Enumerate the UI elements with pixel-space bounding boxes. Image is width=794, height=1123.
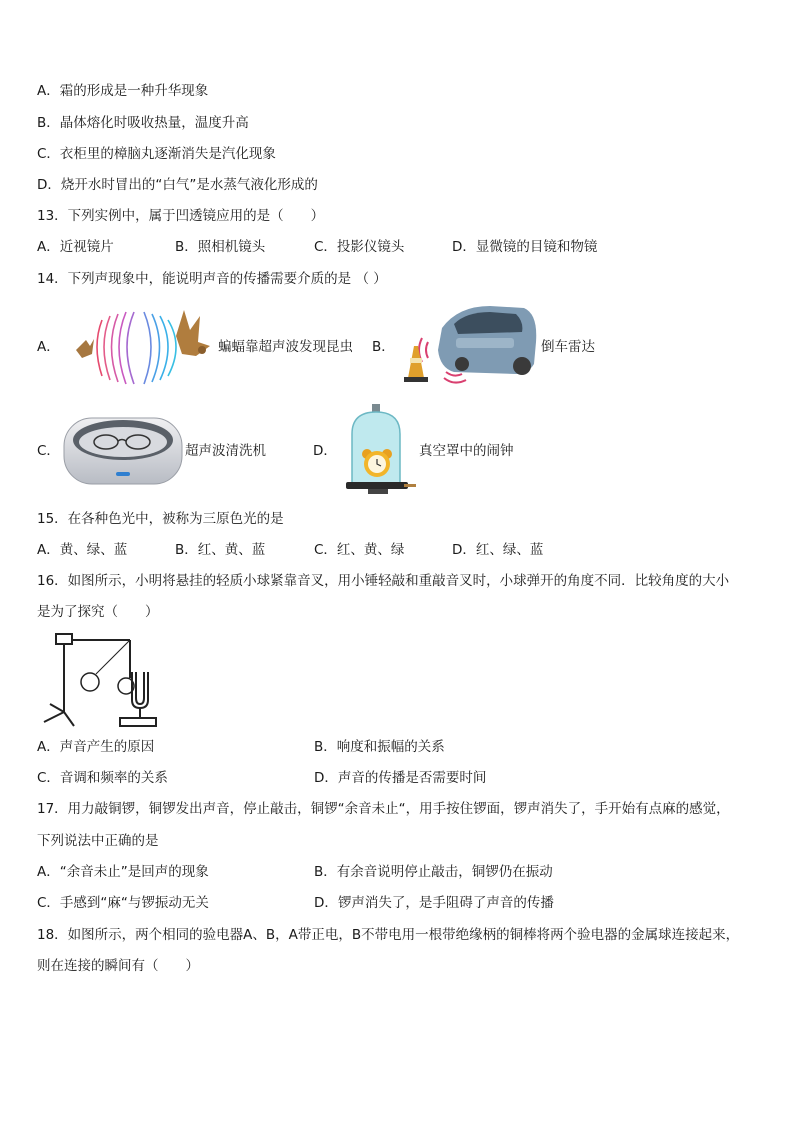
q14-option-c-letter: C． bbox=[37, 443, 60, 459]
q14-stem: 14．下列声现象中，能说明声音的传播需要介质的是 （ ） bbox=[37, 271, 387, 287]
q17-option-a: A．“余音未止”是回声的现象 bbox=[37, 864, 209, 880]
bat-icon bbox=[76, 339, 94, 358]
q18-stem-line2: 则在连接的瞬间有（ ） bbox=[37, 958, 199, 974]
bat-icon bbox=[176, 310, 210, 356]
reversing-radar-figure bbox=[398, 302, 540, 384]
q12-option-c: C．衣柜里的樟脑丸逐渐消失是汽化现象 bbox=[37, 146, 276, 162]
q13-option-b: B．照相机镜头 bbox=[175, 239, 266, 255]
car-icon bbox=[438, 306, 536, 375]
q15-stem: 15．在各种色光中，被称为三原色光的是 bbox=[37, 511, 284, 527]
q17-stem-line1: 17．用力敲铜锣，铜锣发出声音，停止敲击，铜锣“余音未止“，用手按住锣面，锣声消失了，手开始有点麻的感觉， bbox=[37, 801, 730, 817]
ultrasonic-cleaner-figure bbox=[62, 412, 184, 488]
q12-option-b: B．晶体熔化时吸收热量，温度升高 bbox=[37, 115, 249, 131]
q14-option-b-letter: B． bbox=[372, 339, 395, 355]
q15-option-d: D．红、绿、蓝 bbox=[452, 542, 544, 558]
q16-option-a: A．声音产生的原因 bbox=[37, 739, 155, 755]
bat-ultrasound-figure bbox=[72, 306, 217, 388]
q16-stem-line1: 16．如图所示，小明将悬挂的轻质小球紧靠音叉，用小锤轻敲和重敲音叉时，小球弹开的角度不同．比较角度的大小 bbox=[37, 573, 730, 589]
q17-option-c: C．手感到“麻“与锣振动无关 bbox=[37, 895, 209, 911]
q17-option-b: B．有余音说明停止敲击，铜锣仍在振动 bbox=[314, 864, 553, 880]
q16-stem-line2: 是为了探究（ ） bbox=[37, 604, 159, 620]
traffic-cone-icon bbox=[404, 346, 428, 382]
q14-option-d-text: 真空罩中的闹钟 bbox=[419, 443, 514, 459]
q17-option-d: D．锣声消失了，是手阻碍了声音的传播 bbox=[314, 895, 554, 911]
q12-option-d: D．烧开水时冒出的“白气”是水蒸气液化形成的 bbox=[37, 177, 318, 193]
q15-option-c: C．红、黄、绿 bbox=[314, 542, 405, 558]
q14-option-b-text: 倒车雷达 bbox=[541, 339, 595, 355]
q16-option-d: D．声音的传播是否需要时间 bbox=[314, 770, 487, 786]
q13-option-a: A．近视镜片 bbox=[37, 239, 114, 255]
tuning-fork-pendulum-figure bbox=[38, 630, 158, 730]
q14-option-c-text: 超声波清洗机 bbox=[185, 443, 266, 459]
q18-stem-line1: 18．如图所示，两个相同的验电器A、B，A带正电，B不带电用一根带绝缘柄的铜棒将两个验电器的金属球连接起来， bbox=[37, 927, 740, 943]
q14-option-d-letter: D． bbox=[313, 443, 337, 459]
q15-option-b: B．红、黄、蓝 bbox=[175, 542, 266, 558]
vacuum-bell-jar-figure bbox=[342, 404, 418, 496]
q14-option-a-letter: A． bbox=[37, 339, 60, 355]
q14-option-a-text: 蝙蝠靠超声波发现昆虫 bbox=[218, 339, 353, 355]
q17-stem-line2: 下列说法中正确的是 bbox=[37, 833, 159, 849]
q12-option-a: A．霜的形成是一种升华现象 bbox=[37, 83, 209, 99]
q16-option-b: B．响度和振幅的关系 bbox=[314, 739, 445, 755]
q16-option-c: C．音调和频率的关系 bbox=[37, 770, 168, 786]
q13-option-d: D．显微镜的目镜和物镜 bbox=[452, 239, 598, 255]
q13-stem: 13．下列实例中，属于凹透镜应用的是（ ） bbox=[37, 208, 325, 224]
q15-option-a: A．黄、绿、蓝 bbox=[37, 542, 128, 558]
q13-option-c: C．投影仪镜头 bbox=[314, 239, 405, 255]
